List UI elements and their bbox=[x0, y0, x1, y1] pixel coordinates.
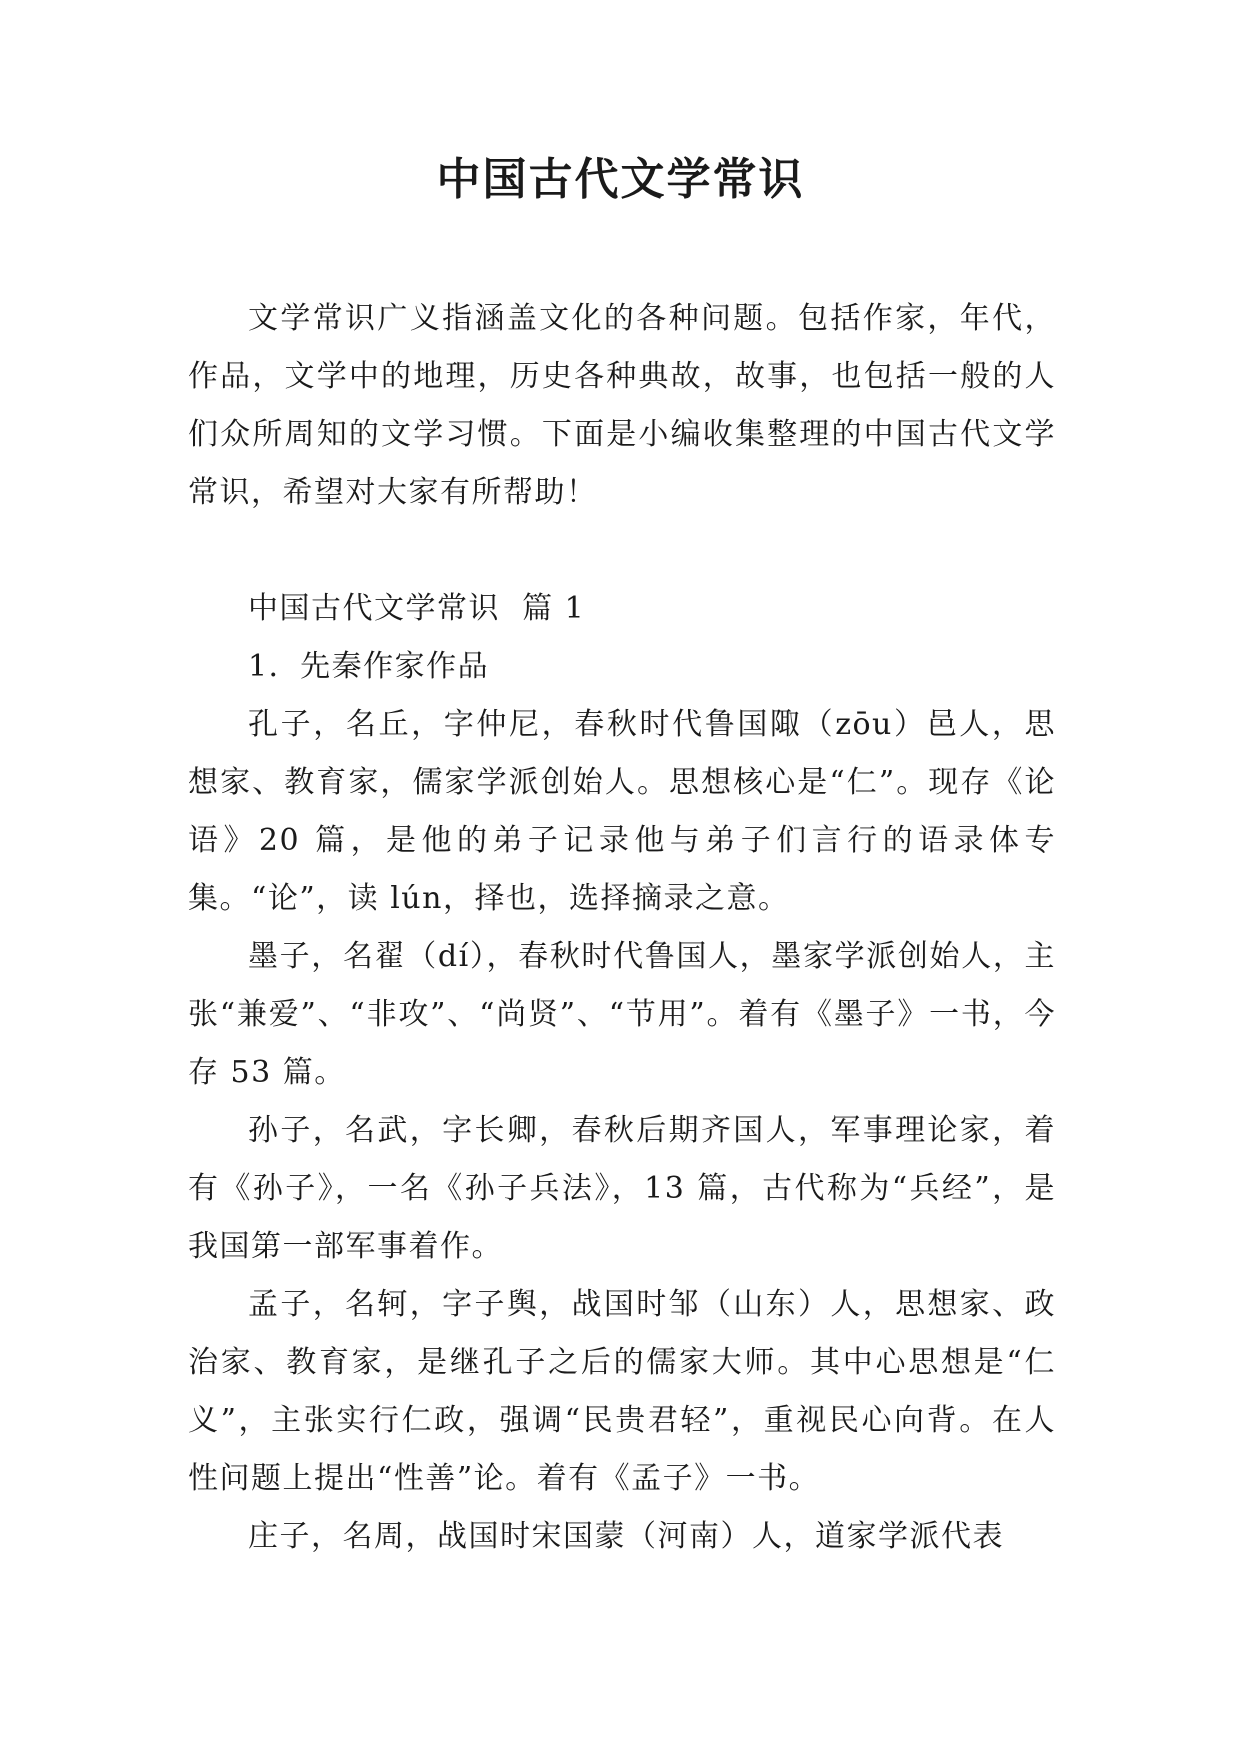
intro-paragraph: 文学常识广义指涵盖文化的各种问题。包括作家，年代，作品，文学中的地理，历史各种典故，故事，也包括一般的人们众所周知的文学习惯。下面是小编收集整理的中国古代文学常识，希望对大家有所帮助！ bbox=[188, 301, 1056, 510]
paragraph-confucius: 孔子，名丘，字仲尼，春秋时代鲁国陬（zōu）邑人，思想家、教育家，儒家学派创始人。思想核心是“仁”。现存《论语》20 篇，是他的弟子记录他与弟子们言行的语录体专集。“论”，读 lún，择也，选择摘录之意。 bbox=[188, 707, 1056, 916]
document-title: 中国古代文学常识 bbox=[436, 154, 805, 205]
section-title: 中国古代文学常识 篇 1 bbox=[248, 591, 586, 626]
paragraph-sunzi: 孙子，名武，字长卿，春秋后期齐国人，军事理论家，着有《孙子》，一名《孙子兵法》，13 篇，古代称为“兵经”，是我国第一部军事着作。 bbox=[188, 1113, 1056, 1264]
document-body bbox=[188, 290, 1056, 1566]
paragraph-zhuangzi: 庄子，名周，战国时宋国蒙（河南）人，道家学派代表 bbox=[248, 1519, 1004, 1554]
subsection-title: 1．先秦作家作品 bbox=[248, 649, 490, 684]
paragraph-mozi: 墨子，名翟（dí），春秋时代鲁国人，墨家学派创始人，主张“兼爱”、“非攻”、“尚贤”、“节用”。着有《墨子》一书，今存 53 篇。 bbox=[188, 939, 1056, 1090]
paragraph-mencius: 孟子，名轲，字子舆，战国时邹（山东）人，思想家、政治家、教育家，是继孔子之后的儒家大师。其中心思想是“仁义”，主张实行仁政，强调“民贵君轻”，重视民心向背。在人性问题上提出“性善”论。着有《孟子》一书。 bbox=[188, 1287, 1056, 1496]
